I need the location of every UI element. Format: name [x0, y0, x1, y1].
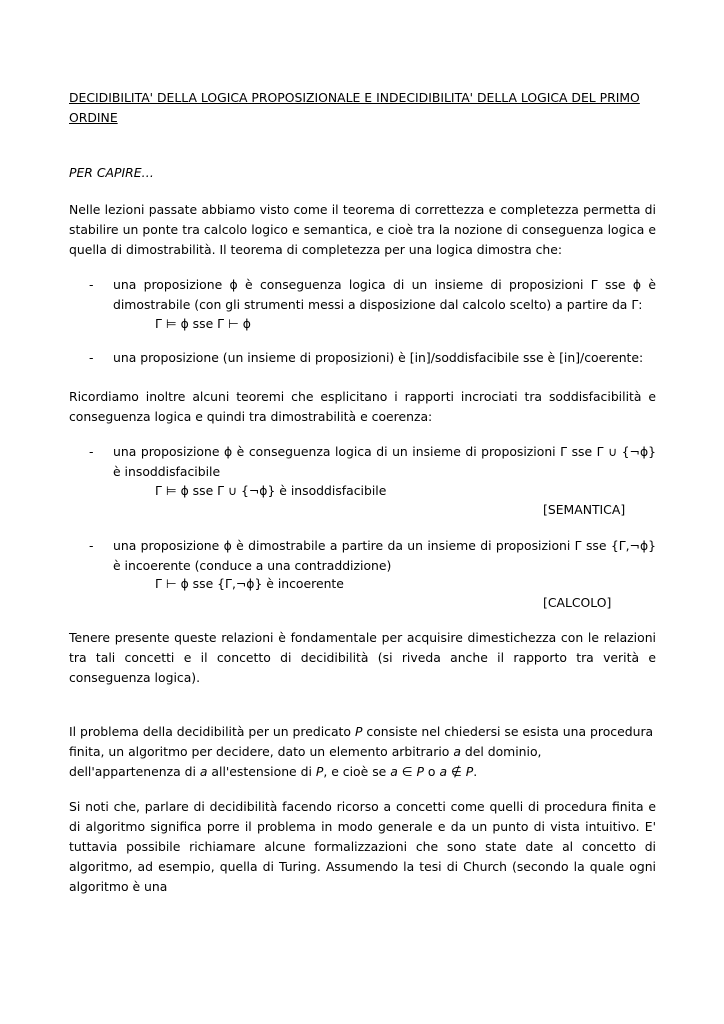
predicate-symbol: P [354, 724, 363, 739]
list-item-text: una proposizione ϕ è conseguenza logica di un insieme di proposizioni Γ sse ϕ è dimostrabile (con gli strumenti messi a disposizione dal calcolo scelto) a partire da Γ: [113, 277, 656, 312]
list-item-text: una proposizione ϕ è conseguenza logica di un insieme di proposizioni Γ sse Γ ∪ {¬ϕ} è insoddisfacibile [113, 444, 656, 479]
problem-text: Il problema della decidibilità per un predicato [69, 724, 355, 739]
membership-formula: a ∈ P [390, 764, 424, 779]
keep-paragraph: Tenere presente queste relazioni è fondamentale per acquisire dimestichezza con le relazioni tra tali concetti e il concetto di decidibilità (si riveda anche il rapporto tra verità e conseguenza logica). [69, 630, 656, 685]
list-item-text: una proposizione ϕ è dimostrabile a partire da un insieme di proposizioni Γ sse {Γ,¬ϕ} è incoerente (conduce a una contraddizione) [113, 538, 656, 573]
formula: Γ ⊨ ϕ sse Γ ⊢ ϕ [155, 316, 251, 331]
list-dash: - [89, 277, 94, 292]
formula: Γ ⊨ ϕ sse Γ ∪ {¬ϕ} è insoddisfacibile [155, 483, 387, 498]
list-dash: - [89, 350, 94, 365]
list-dash: - [89, 538, 94, 553]
list-item-text: una proposizione (un insieme di proposizioni) è [in]/soddisfacibile sse è [in]/coerente: [113, 350, 644, 365]
problem-text: del dominio, dell'appartenenza di [69, 744, 542, 779]
predicate-symbol: P [315, 764, 324, 779]
non-membership-formula: a ∉ P [439, 764, 474, 779]
problem-paragraph [69, 722, 656, 782]
calculus-tag: [CALCOLO] [543, 595, 612, 610]
problem-text: o [423, 764, 440, 779]
document-title: DECIDIBILITA' DELLA LOGICA PROPOSIZIONALE E INDECIDIBILITA' DELLA LOGICA DEL PRIMO ORDINE [69, 90, 640, 125]
recall-paragraph: Ricordiamo inoltre alcuni teoremi che esplicitano i rapporti incrociati tra soddisfacibilità e conseguenza logica e quindi tra dimostrabilità e coerenza: [69, 389, 656, 424]
problem-text: consiste nel chiedersi se esista una procedura finita, un algoritmo per decidere, dato un elemento arbitrario [69, 724, 654, 759]
element-symbol: a [453, 744, 461, 759]
note-paragraph: Si noti che, parlare di decidibilità facendo ricorso a concetti come quelli di procedura finita e di algoritmo significa porre il problema in modo generale e da un punto di vista intuitivo. E' tuttavia possibile richiamare alcune formalizzazioni che sono state date al concetto di algoritmo, ad esempio, quella di Turing. Assumendo la tesi di Church (secondo la quale ogni algoritmo è una [69, 799, 656, 894]
problem-text: . [473, 764, 478, 779]
element-symbol: a [199, 764, 208, 779]
problem-text: all'estensione di [207, 764, 316, 779]
semantic-tag: [SEMANTICA] [543, 502, 626, 517]
formula: Γ ⊢ ϕ sse {Γ,¬ϕ} è incoerente [155, 576, 344, 591]
list-dash: - [89, 444, 94, 459]
section-subtitle: PER CAPIRE… [69, 165, 154, 180]
problem-text: , e cioè se [323, 764, 391, 779]
intro-paragraph: Nelle lezioni passate abbiamo visto come il teorema di correttezza e completezza permetta di stabilire un ponte tra calcolo logico e semantica, e cioè tra la nozione di conseguenza logica e quella di dimostrabilità. Il teorema di completezza per una logica dimostra che: [69, 202, 656, 257]
